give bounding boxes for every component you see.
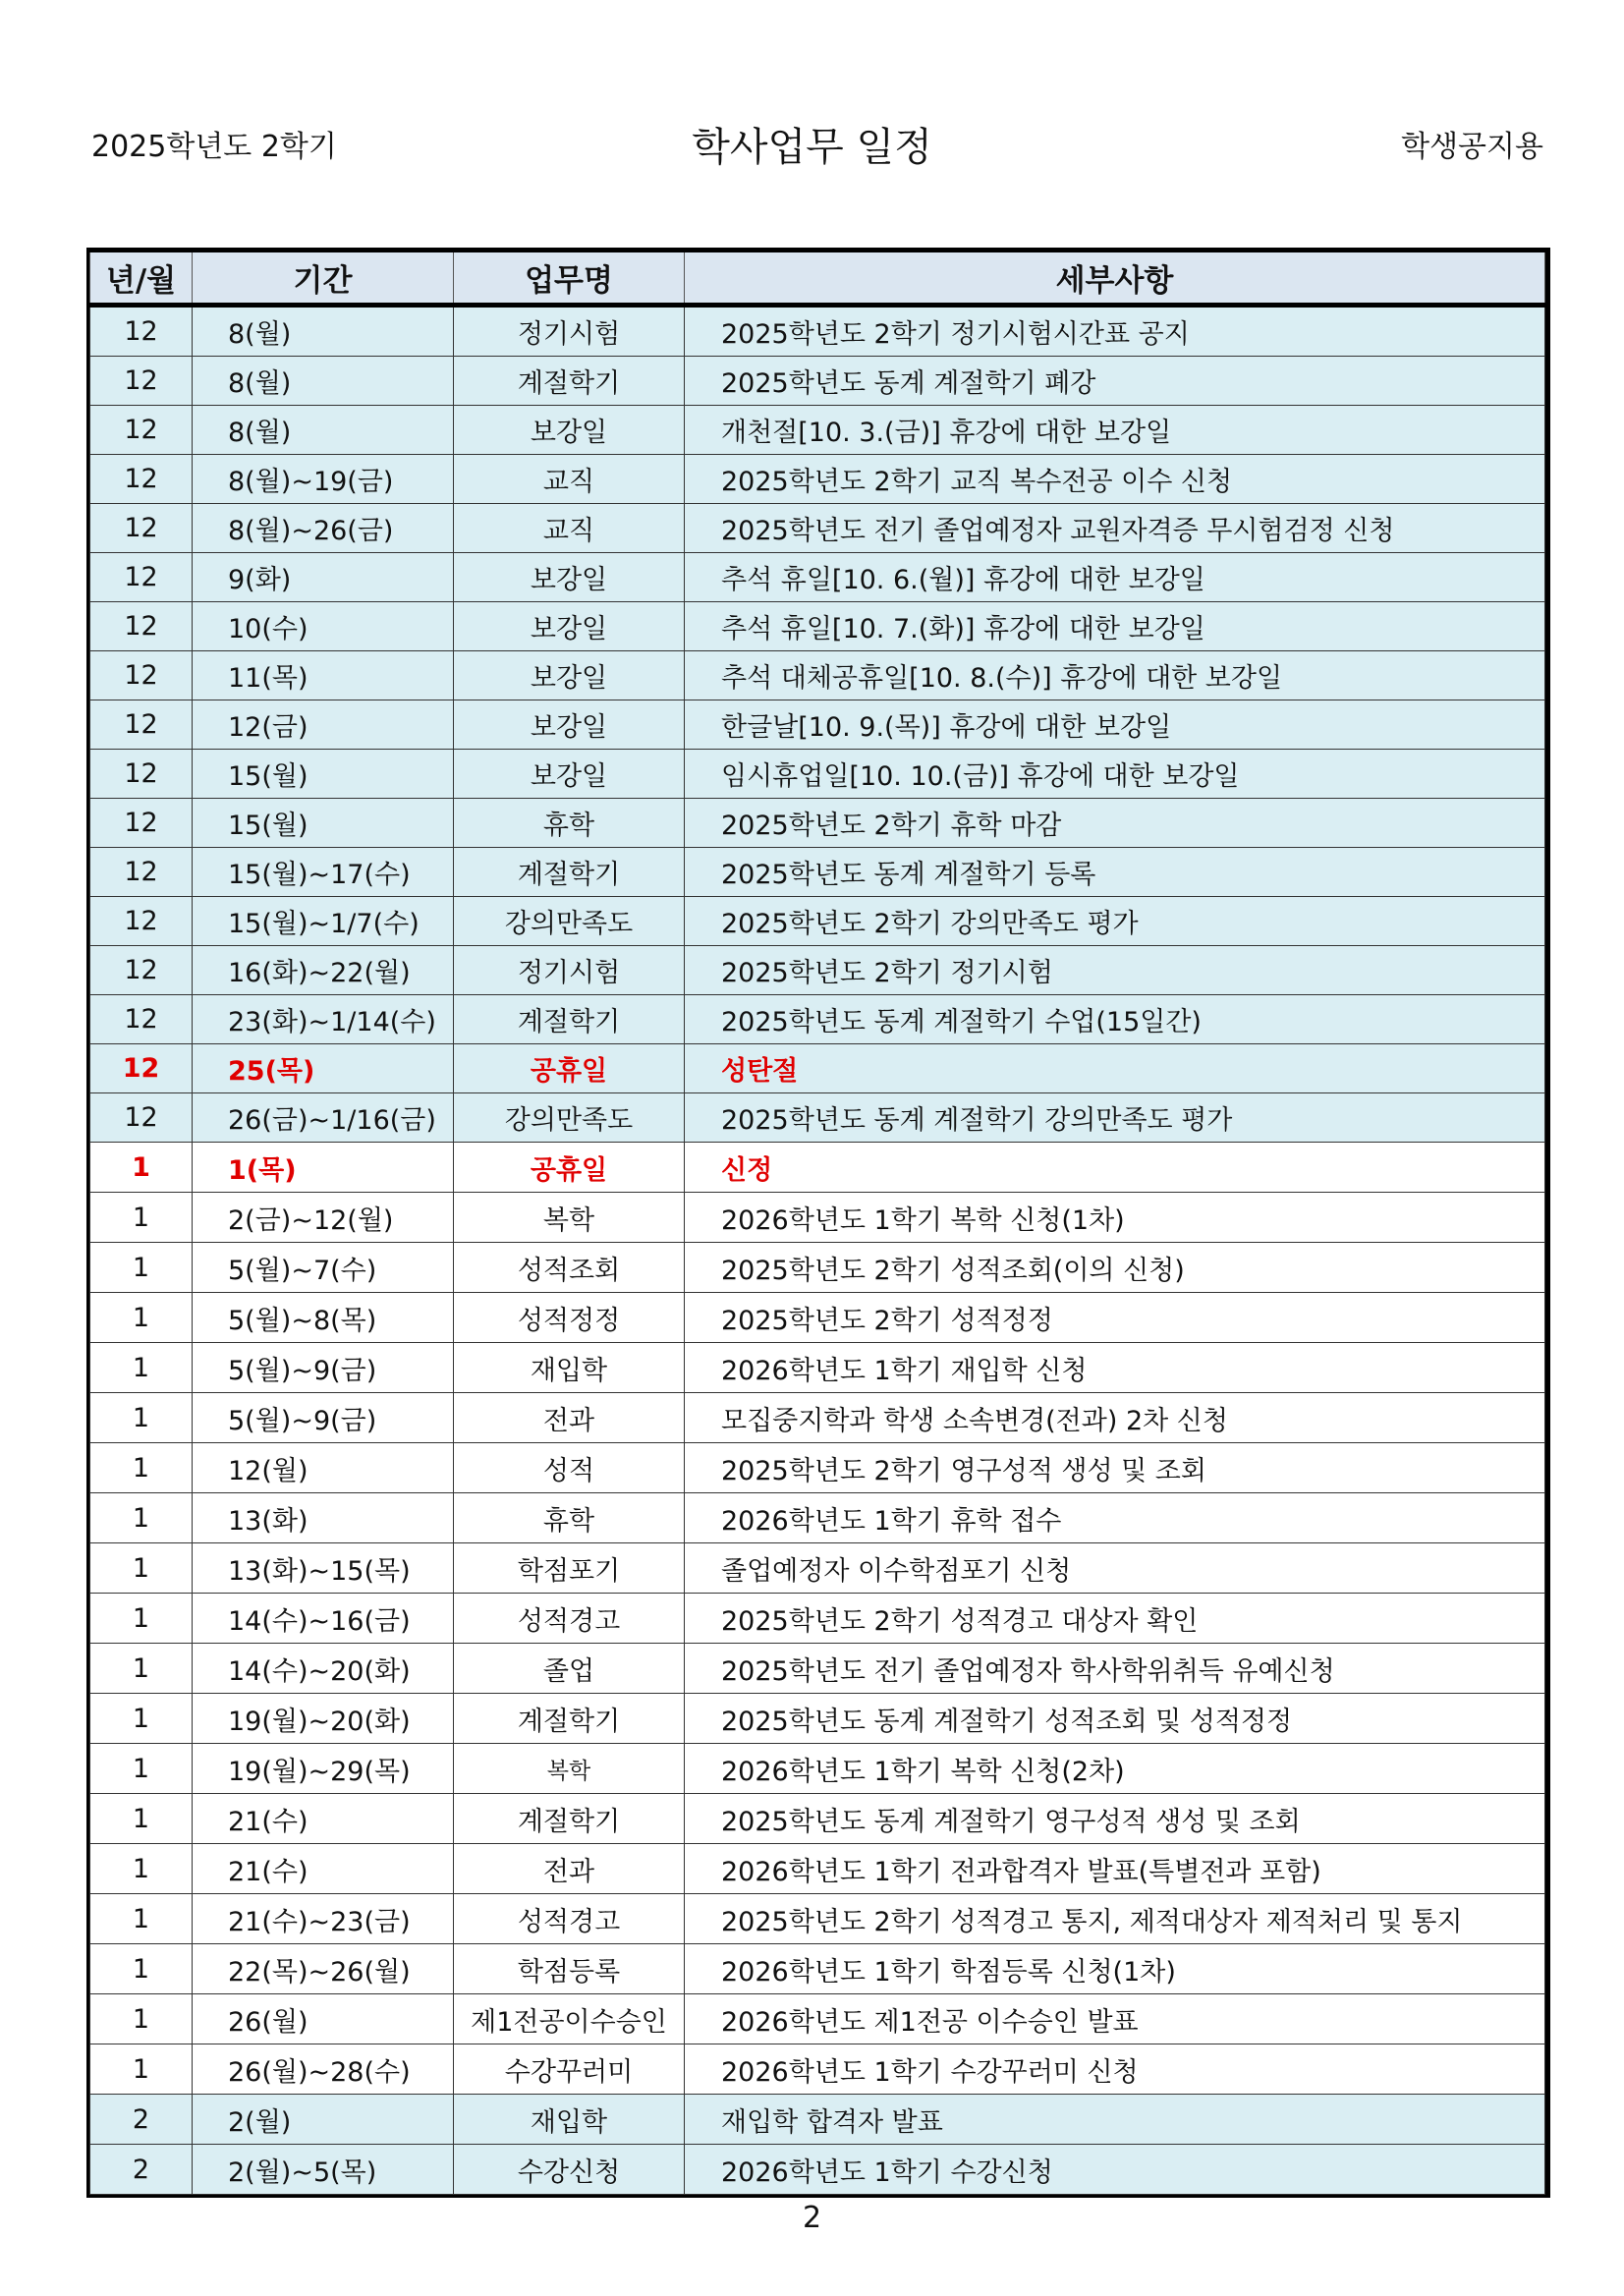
category-cell: 보강일: [454, 602, 685, 651]
audience-label: 학생공지용: [1401, 130, 1543, 164]
table-row: [90, 1543, 1545, 1594]
period-cell: 2(월): [193, 2095, 454, 2145]
period-cell: 2(금)~12(월): [193, 1193, 454, 1243]
category-cell: 제1전공이수승인: [454, 1994, 685, 2044]
category-cell: 학점포기: [454, 1543, 685, 1594]
category-cell: 계절학기: [454, 357, 685, 406]
table-row: [90, 1894, 1545, 1944]
category-cell: 수강꾸러미: [454, 2044, 685, 2095]
month-cell: 1: [90, 1844, 193, 1894]
detail-cell: 추석 휴일[10. 6.(월)] 휴강에 대한 보강일: [685, 553, 1545, 602]
table-row: [90, 946, 1545, 995]
period-cell: 1(목): [193, 1143, 454, 1193]
page-title: 학사업무 일정: [692, 125, 932, 170]
period-cell: 25(목): [193, 1044, 454, 1093]
detail-cell: 2026학년도 1학기 복학 신청(2차): [685, 1744, 1545, 1794]
month-cell: 1: [90, 1443, 193, 1493]
column-header-detail: 세부사항: [685, 251, 1545, 306]
month-cell: 1: [90, 1543, 193, 1594]
month-cell: 1: [90, 1143, 193, 1193]
month-cell: 1: [90, 1343, 193, 1393]
period-cell: 5(월)~9(금): [193, 1393, 454, 1443]
month-cell: 12: [90, 750, 193, 799]
table-row: [90, 1044, 1545, 1093]
month-cell: 1: [90, 1644, 193, 1694]
detail-cell: 2025학년도 2학기 성적조회(이의 신청): [685, 1243, 1545, 1293]
table-row: [90, 1844, 1545, 1894]
category-cell: 보강일: [454, 553, 685, 602]
table-row: [90, 1594, 1545, 1644]
semester-label: 2025학년도 2학기: [91, 130, 337, 164]
month-cell: 1: [90, 1994, 193, 2044]
table-row: [90, 799, 1545, 848]
period-cell: 22(목)~26(월): [193, 1944, 454, 1994]
month-cell: 1: [90, 1894, 193, 1944]
category-cell: 졸업: [454, 1644, 685, 1694]
month-cell: 2: [90, 2095, 193, 2145]
category-cell: 재입학: [454, 2095, 685, 2145]
month-cell: 1: [90, 1293, 193, 1343]
month-cell: 12: [90, 1093, 193, 1143]
period-cell: 2(월)~5(목): [193, 2145, 454, 2195]
category-cell: 계절학기: [454, 1694, 685, 1744]
period-cell: 8(월)~26(금): [193, 504, 454, 553]
table-row: [90, 2044, 1545, 2095]
period-cell: 8(월): [193, 357, 454, 406]
detail-cell: 2025학년도 2학기 성적경고 통지, 제적대상자 제적처리 및 통지: [685, 1894, 1545, 1944]
month-cell: 12: [90, 897, 193, 946]
period-cell: 16(화)~22(월): [193, 946, 454, 995]
detail-cell: 2025학년도 전기 졸업예정자 교원자격증 무시험검정 신청: [685, 504, 1545, 553]
detail-cell: 추석 대체공휴일[10. 8.(수)] 휴강에 대한 보강일: [685, 651, 1545, 700]
table-row: [90, 1493, 1545, 1543]
detail-cell: 2025학년도 2학기 정기시험시간표 공지: [685, 306, 1545, 357]
table-row: [90, 455, 1545, 504]
category-cell: 성적: [454, 1443, 685, 1493]
month-cell: 12: [90, 553, 193, 602]
category-cell: 보강일: [454, 750, 685, 799]
category-cell: 정기시험: [454, 306, 685, 357]
table-row: [90, 1093, 1545, 1143]
table-row: [90, 2095, 1545, 2145]
month-cell: 1: [90, 1393, 193, 1443]
month-cell: 1: [90, 1694, 193, 1744]
table-row: [90, 1143, 1545, 1193]
period-cell: 13(화)~15(목): [193, 1543, 454, 1594]
period-cell: 15(월)~1/7(수): [193, 897, 454, 946]
period-cell: 21(수)~23(금): [193, 1894, 454, 1944]
period-cell: 26(월)~28(수): [193, 2044, 454, 2095]
detail-cell: 성탄절: [685, 1044, 1545, 1093]
category-cell: 보강일: [454, 700, 685, 750]
detail-cell: 2025학년도 동계 계절학기 폐강: [685, 357, 1545, 406]
category-cell: 전과: [454, 1393, 685, 1443]
detail-cell: 2025학년도 2학기 성적정정: [685, 1293, 1545, 1343]
period-cell: 15(월)~17(수): [193, 848, 454, 897]
table-row: [90, 1393, 1545, 1443]
month-cell: 12: [90, 406, 193, 455]
category-cell: 성적경고: [454, 1894, 685, 1944]
month-cell: 12: [90, 602, 193, 651]
period-cell: 8(월): [193, 406, 454, 455]
table-row: [90, 700, 1545, 750]
column-header-month: 년/월: [90, 251, 193, 306]
category-cell: 복학: [454, 1744, 685, 1794]
period-cell: 13(화): [193, 1493, 454, 1543]
detail-cell: 2025학년도 2학기 정기시험: [685, 946, 1545, 995]
detail-cell: 2025학년도 2학기 강의만족도 평가: [685, 897, 1545, 946]
category-cell: 계절학기: [454, 848, 685, 897]
detail-cell: 졸업예정자 이수학점포기 신청: [685, 1543, 1545, 1594]
detail-cell: 추석 휴일[10. 7.(화)] 휴강에 대한 보강일: [685, 602, 1545, 651]
detail-cell: 임시휴업일[10. 10.(금)] 휴강에 대한 보강일: [685, 750, 1545, 799]
month-cell: 12: [90, 799, 193, 848]
detail-cell: 2025학년도 동계 계절학기 수업(15일간): [685, 995, 1545, 1044]
category-cell: 전과: [454, 1844, 685, 1894]
category-cell: 보강일: [454, 406, 685, 455]
period-cell: 21(수): [193, 1844, 454, 1894]
period-cell: 5(월)~9(금): [193, 1343, 454, 1393]
category-cell: 재입학: [454, 1343, 685, 1393]
period-cell: 23(화)~1/14(수): [193, 995, 454, 1044]
period-cell: 19(월)~29(목): [193, 1744, 454, 1794]
detail-cell: 2026학년도 1학기 재입학 신청: [685, 1343, 1545, 1393]
month-cell: 12: [90, 848, 193, 897]
detail-cell: 2026학년도 1학기 수강꾸러미 신청: [685, 2044, 1545, 2095]
table-row: [90, 1744, 1545, 1794]
category-cell: 교직: [454, 455, 685, 504]
month-cell: 12: [90, 946, 193, 995]
period-cell: 8(월)~19(금): [193, 455, 454, 504]
month-cell: 12: [90, 651, 193, 700]
month-cell: 12: [90, 357, 193, 406]
category-cell: 계절학기: [454, 995, 685, 1044]
month-cell: 1: [90, 1944, 193, 1994]
table-row: [90, 1293, 1545, 1343]
detail-cell: 2025학년도 2학기 영구성적 생성 및 조회: [685, 1443, 1545, 1493]
category-cell: 성적정정: [454, 1293, 685, 1343]
schedule-table-body: [90, 306, 1545, 2195]
detail-cell: 2025학년도 동계 계절학기 영구성적 생성 및 조회: [685, 1794, 1545, 1844]
table-row: [90, 1193, 1545, 1243]
month-cell: 1: [90, 1744, 193, 1794]
table-row: [90, 1794, 1545, 1844]
period-cell: 5(월)~7(수): [193, 1243, 454, 1293]
period-cell: 5(월)~8(목): [193, 1293, 454, 1343]
table-row: [90, 897, 1545, 946]
table-row: [90, 406, 1545, 455]
column-header-period: 기간: [193, 251, 454, 306]
detail-cell: 2026학년도 제1전공 이수승인 발표: [685, 1994, 1545, 2044]
period-cell: 14(수)~16(금): [193, 1594, 454, 1644]
table-row: [90, 1243, 1545, 1293]
month-cell: 12: [90, 455, 193, 504]
table-row: [90, 750, 1545, 799]
period-cell: 21(수): [193, 1794, 454, 1844]
schedule-table: [89, 248, 1545, 2195]
table-row: [90, 1343, 1545, 1393]
detail-cell: 신정: [685, 1143, 1545, 1193]
detail-cell: 한글날[10. 9.(목)] 휴강에 대한 보강일: [685, 700, 1545, 750]
table-row: [90, 1694, 1545, 1744]
month-cell: 12: [90, 306, 193, 357]
detail-cell: 2026학년도 1학기 휴학 접수: [685, 1493, 1545, 1543]
period-cell: 12(월): [193, 1443, 454, 1493]
month-cell: 1: [90, 1243, 193, 1293]
category-cell: 계절학기: [454, 1794, 685, 1844]
detail-cell: 2025학년도 2학기 교직 복수전공 이수 신청: [685, 455, 1545, 504]
detail-cell: 개천절[10. 3.(금)] 휴강에 대한 보강일: [685, 406, 1545, 455]
month-cell: 1: [90, 2044, 193, 2095]
table-row: [90, 1944, 1545, 1994]
category-cell: 정기시험: [454, 946, 685, 995]
table-row: [90, 995, 1545, 1044]
category-cell: 공휴일: [454, 1044, 685, 1093]
category-cell: 공휴일: [454, 1143, 685, 1193]
category-cell: 휴학: [454, 1493, 685, 1543]
detail-cell: 2026학년도 1학기 복학 신청(1차): [685, 1193, 1545, 1243]
detail-cell: 2025학년도 2학기 휴학 마감: [685, 799, 1545, 848]
period-cell: 19(월)~20(화): [193, 1694, 454, 1744]
page-number: 2: [802, 2201, 822, 2235]
table-row: [90, 2145, 1545, 2195]
period-cell: 10(수): [193, 602, 454, 651]
detail-cell: 2026학년도 1학기 전과합격자 발표(특별전과 포함): [685, 1844, 1545, 1894]
category-cell: 강의만족도: [454, 897, 685, 946]
detail-cell: 2025학년도 전기 졸업예정자 학사학위취득 유예신청: [685, 1644, 1545, 1694]
table-row: [90, 1994, 1545, 2044]
table-header-row: [90, 251, 1545, 306]
category-cell: 휴학: [454, 799, 685, 848]
table-row: [90, 357, 1545, 406]
detail-cell: 2026학년도 1학기 학점등록 신청(1차): [685, 1944, 1545, 1994]
month-cell: 2: [90, 2145, 193, 2195]
detail-cell: 2025학년도 2학기 성적경고 대상자 확인: [685, 1594, 1545, 1644]
table-row: [90, 1443, 1545, 1493]
month-cell: 1: [90, 1493, 193, 1543]
table-row: [90, 504, 1545, 553]
month-cell: 12: [90, 995, 193, 1044]
category-cell: 수강신청: [454, 2145, 685, 2195]
category-cell: 복학: [454, 1193, 685, 1243]
period-cell: 11(목): [193, 651, 454, 700]
period-cell: 12(금): [193, 700, 454, 750]
table-row: [90, 553, 1545, 602]
detail-cell: 재입학 합격자 발표: [685, 2095, 1545, 2145]
category-cell: 학점등록: [454, 1944, 685, 1994]
detail-cell: 2025학년도 동계 계절학기 강의만족도 평가: [685, 1093, 1545, 1143]
month-cell: 12: [90, 504, 193, 553]
table-row: [90, 602, 1545, 651]
schedule-table-wrapper: [86, 248, 1550, 2198]
table-row: [90, 848, 1545, 897]
period-cell: 26(월): [193, 1994, 454, 2044]
table-row: [90, 1644, 1545, 1694]
month-cell: 12: [90, 700, 193, 750]
category-cell: 성적경고: [454, 1594, 685, 1644]
detail-cell: 2025학년도 동계 계절학기 등록: [685, 848, 1545, 897]
period-cell: 26(금)~1/16(금): [193, 1093, 454, 1143]
table-row: [90, 306, 1545, 357]
period-cell: 8(월): [193, 306, 454, 357]
month-cell: 1: [90, 1594, 193, 1644]
month-cell: 1: [90, 1794, 193, 1844]
category-cell: 강의만족도: [454, 1093, 685, 1143]
period-cell: 14(수)~20(화): [193, 1644, 454, 1694]
period-cell: 9(화): [193, 553, 454, 602]
month-cell: 12: [90, 1044, 193, 1093]
category-cell: 교직: [454, 504, 685, 553]
category-cell: 성적조회: [454, 1243, 685, 1293]
detail-cell: 모집중지학과 학생 소속변경(전과) 2차 신청: [685, 1393, 1545, 1443]
detail-cell: 2025학년도 동계 계절학기 성적조회 및 성적정정: [685, 1694, 1545, 1744]
period-cell: 15(월): [193, 750, 454, 799]
category-cell: 보강일: [454, 651, 685, 700]
column-header-category: 업무명: [454, 251, 685, 306]
table-row: [90, 651, 1545, 700]
month-cell: 1: [90, 1193, 193, 1243]
detail-cell: 2026학년도 1학기 수강신청: [685, 2145, 1545, 2195]
period-cell: 15(월): [193, 799, 454, 848]
